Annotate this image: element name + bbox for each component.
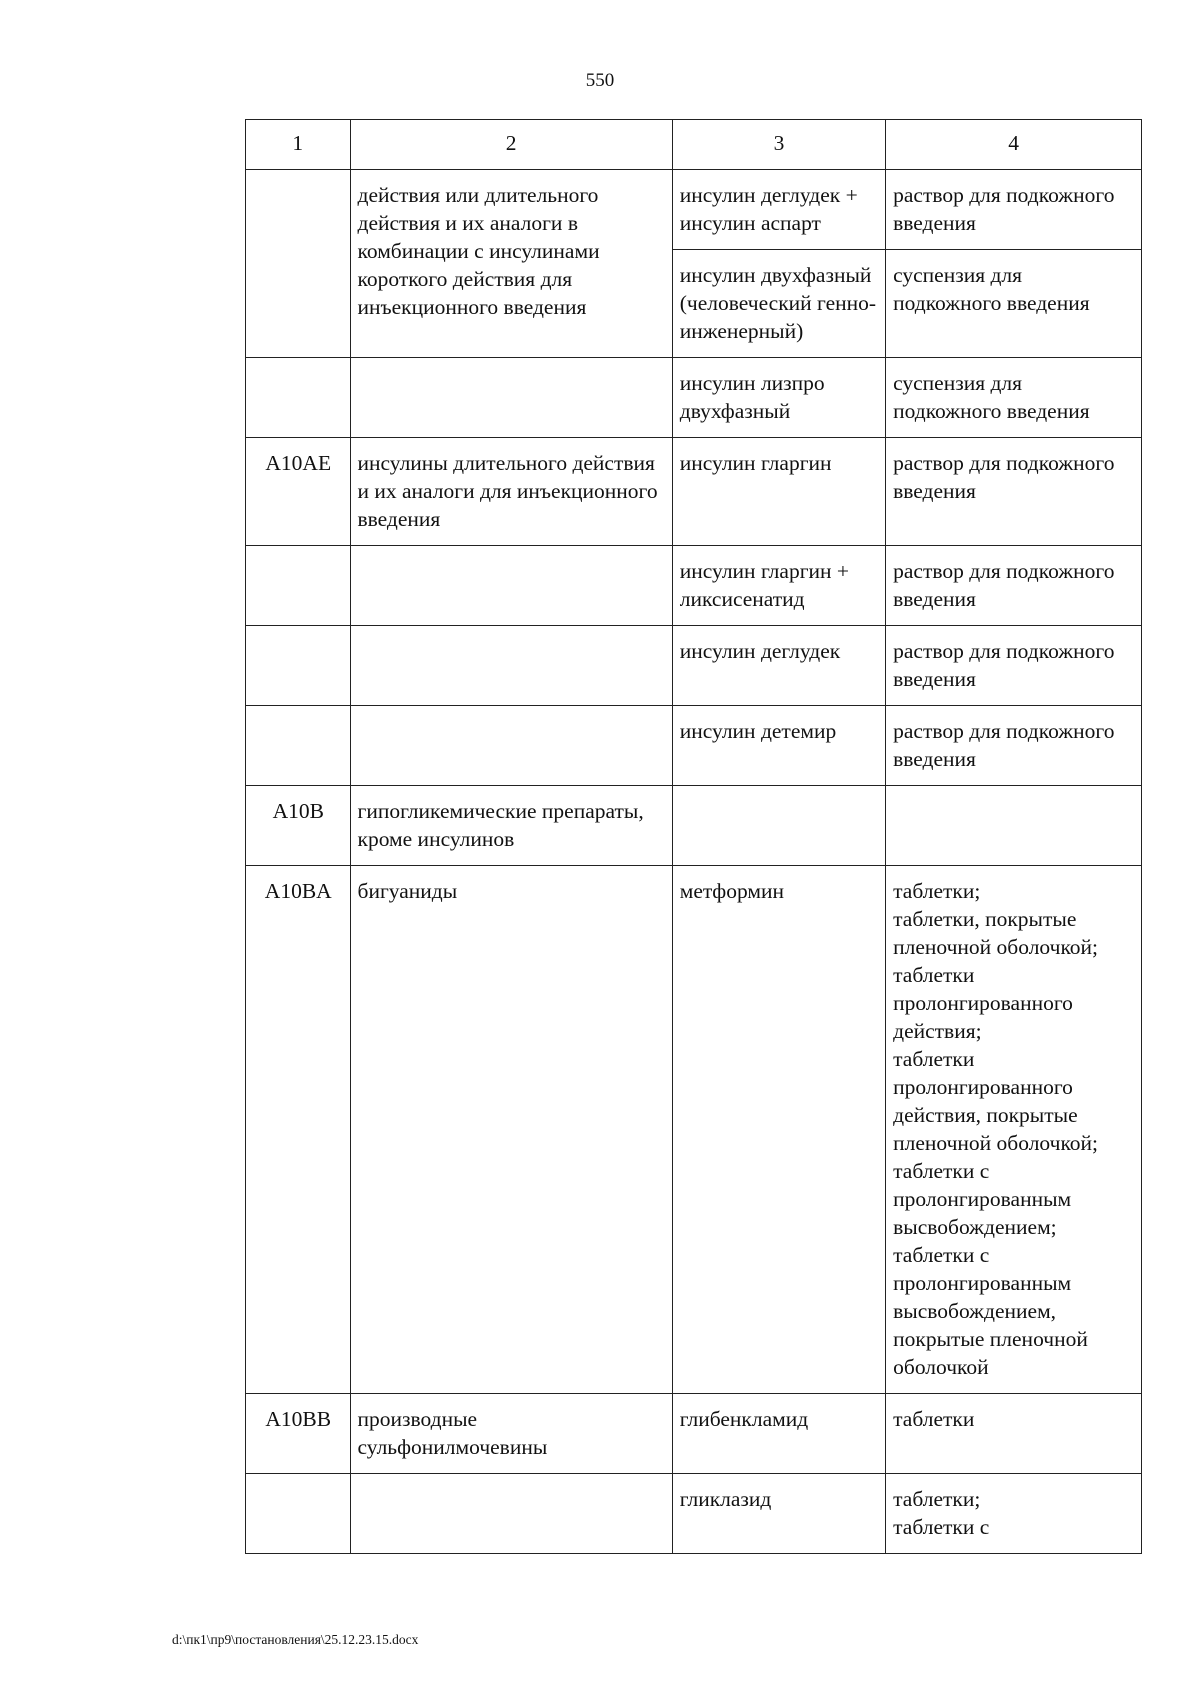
drug-cell: инсулин гларгин	[672, 438, 885, 546]
footer-file-path: d:\пк1\пр9\постановления\25.12.23.15.docx	[172, 1632, 419, 1647]
group-cell	[350, 546, 672, 626]
dosage-form-line: таблетки, покрытые пленочной оболочкой;	[893, 907, 1099, 959]
dosage-form-cell: таблетки	[886, 1394, 1142, 1474]
dosage-form-cell: раствор для подкожного введения	[886, 170, 1142, 250]
dosage-form-cell: раствор для подкожного введения	[886, 546, 1142, 626]
drug-cell: инсулин двухфазный (человеческий генно-инженерный)	[672, 250, 885, 358]
atc-code-cell: A10BA	[246, 866, 351, 1394]
dosage-form-line: таблетки пролонгированного действия, покрытые пленочной оболочкой;	[893, 1047, 1099, 1155]
dosage-form-cell	[886, 786, 1142, 866]
atc-code-cell	[246, 170, 351, 358]
drug-cell: инсулин лизпро двухфазный	[672, 358, 885, 438]
dosage-form-line: таблетки с	[893, 1515, 990, 1539]
table-row	[246, 706, 1142, 786]
atc-code-cell: A10AE	[246, 438, 351, 546]
drug-cell: глибенкламид	[672, 1394, 885, 1474]
group-cell	[350, 358, 672, 438]
dosage-form-line: таблетки;	[893, 879, 981, 903]
table-row	[246, 170, 1142, 250]
atc-code-cell	[246, 706, 351, 786]
group-cell	[350, 706, 672, 786]
group-cell: инсулины длительного действия и их аналоги для инъекционного введения	[350, 438, 672, 546]
drug-cell: инсулин деглудек	[672, 626, 885, 706]
dosage-form-cell: раствор для подкожного введения	[886, 438, 1142, 546]
page-number: 550	[585, 70, 615, 91]
dosage-form-line: таблетки;	[893, 1487, 981, 1511]
group-cell: производные сульфонилмочевины	[350, 1394, 672, 1474]
header-cell: 3	[672, 120, 885, 170]
dosage-form-cell: суспензия для подкожного введения	[886, 250, 1142, 358]
atc-code-cell	[246, 1474, 351, 1554]
group-cell: гипогликемические препараты, кроме инсулинов	[350, 786, 672, 866]
atc-code-cell	[246, 546, 351, 626]
table-row	[246, 866, 1142, 1394]
atc-code-cell: A10BB	[246, 1394, 351, 1474]
atc-code-cell	[246, 358, 351, 438]
table-header-row	[246, 120, 1142, 170]
table-row	[246, 438, 1142, 546]
group-cell: бигуаниды	[350, 866, 672, 1394]
dosage-form-cell: суспензия для подкожного введения	[886, 358, 1142, 438]
table-row	[246, 358, 1142, 438]
atc-code-cell	[246, 626, 351, 706]
group-cell: действия или длительного действия и их аналоги в комбинации с инсулинами короткого действия для инъекционного введения	[350, 170, 672, 358]
table-row	[246, 626, 1142, 706]
drug-cell: инсулин детемир	[672, 706, 885, 786]
table-row	[246, 786, 1142, 866]
table-rows	[246, 358, 1142, 1554]
drug-cell: гликлазид	[672, 1474, 885, 1554]
dosage-form-cell: раствор для подкожного введения	[886, 706, 1142, 786]
atc-code-cell: A10B	[246, 786, 351, 866]
drug-cell: инсулин деглудек + инсулин аспарт	[672, 170, 885, 250]
group-cell	[350, 1474, 672, 1554]
drug-cell: метформин	[672, 866, 885, 1394]
drug-cell: инсулин гларгин + ликсисенатид	[672, 546, 885, 626]
dosage-form-line: таблетки с пролонгированным высвобождением, покрытые пленочной оболочкой	[893, 1243, 1088, 1379]
table-row	[246, 1474, 1142, 1554]
drug-cell	[672, 786, 885, 866]
group-cell	[350, 626, 672, 706]
header-cell: 2	[350, 120, 672, 170]
dosage-form-cell: раствор для подкожного введения	[886, 626, 1142, 706]
dosage-form-line: таблетки пролонгированного действия;	[893, 963, 1073, 1043]
header-cell: 4	[886, 120, 1142, 170]
dosage-form-cell	[886, 1474, 1142, 1554]
header-cell: 1	[246, 120, 351, 170]
table-row	[246, 1394, 1142, 1474]
dosage-form-line: таблетки с пролонгированным высвобождением;	[893, 1159, 1072, 1239]
table-row	[246, 546, 1142, 626]
drug-table	[245, 119, 1142, 1554]
dosage-form-cell	[886, 866, 1142, 1394]
